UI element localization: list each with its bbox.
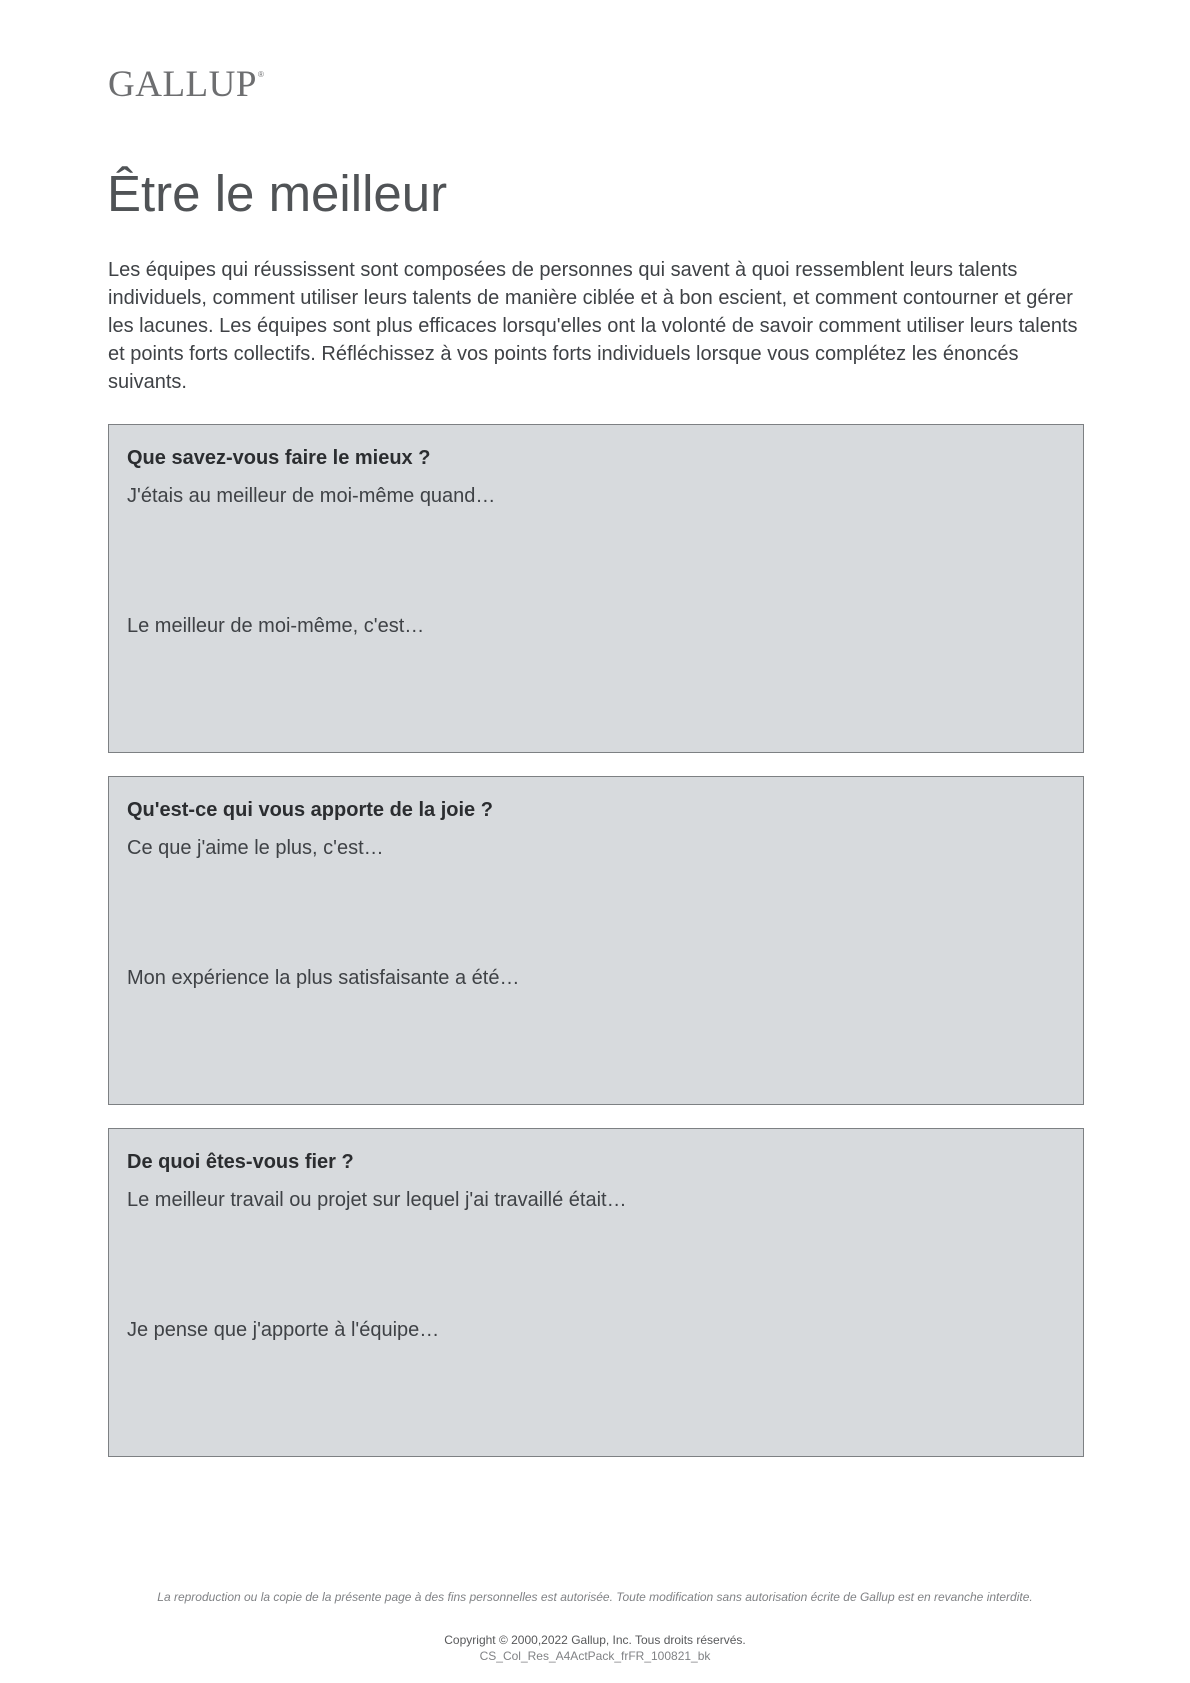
intro-paragraph: Les équipes qui réussissent sont composées de personnes qui savent à quoi ressemblent leurs talents individuels, comment utiliser leurs talents de manière ciblée et à bon escient, et comment contourner et gérer les lacunes. Les équipes sont plus efficaces lorsqu'elles ont la volonté de savoir comment utiliser leurs talents et points forts collectifs. Réfléchissez à vos points forts individuels lorsque vous complétez les énoncés suivants. (108, 259, 1078, 393)
section-heading: De quoi êtes-vous fier ? (127, 1151, 354, 1173)
gallup-logo (108, 66, 264, 103)
reproduction-notice: La reproduction ou la copie de la présente page à des fins personnelles est autorisée. Toute modification sans autorisation écrite de Gallup est en revanche interdite. (157, 1590, 1033, 1604)
section-heading: Que savez-vous faire le mieux ? (127, 447, 431, 469)
logo-text: GALLUP (108, 64, 257, 105)
registered-mark: ® (257, 70, 265, 79)
section-joy (108, 776, 1084, 1105)
prompt-most-satisfying: Mon expérience la plus satisfaisante a été… (127, 967, 520, 989)
prompt-what-i-love: Ce que j'aime le plus, c'est… (127, 837, 384, 859)
page-title: Être le meilleur (107, 165, 448, 222)
section-best-at (108, 424, 1084, 753)
section-proud (108, 1128, 1084, 1457)
copyright-notice: Copyright © 2000,2022 Gallup, Inc. Tous droits réservés. (444, 1633, 746, 1647)
prompt-best-project: Le meilleur travail ou projet sur lequel j'ai travaillé était… (127, 1189, 627, 1211)
prompt-at-my-best: J'étais au meilleur de moi-même quand… (127, 485, 496, 507)
prompt-bring-to-team: Je pense que j'apporte à l'équipe… (127, 1319, 440, 1341)
section-heading: Qu'est-ce qui vous apporte de la joie ? (127, 799, 493, 821)
prompt-best-of-me: Le meilleur de moi-même, c'est… (127, 615, 425, 637)
document-id: CS_Col_Res_A4ActPack_frFR_100821_bk (479, 1649, 711, 1663)
